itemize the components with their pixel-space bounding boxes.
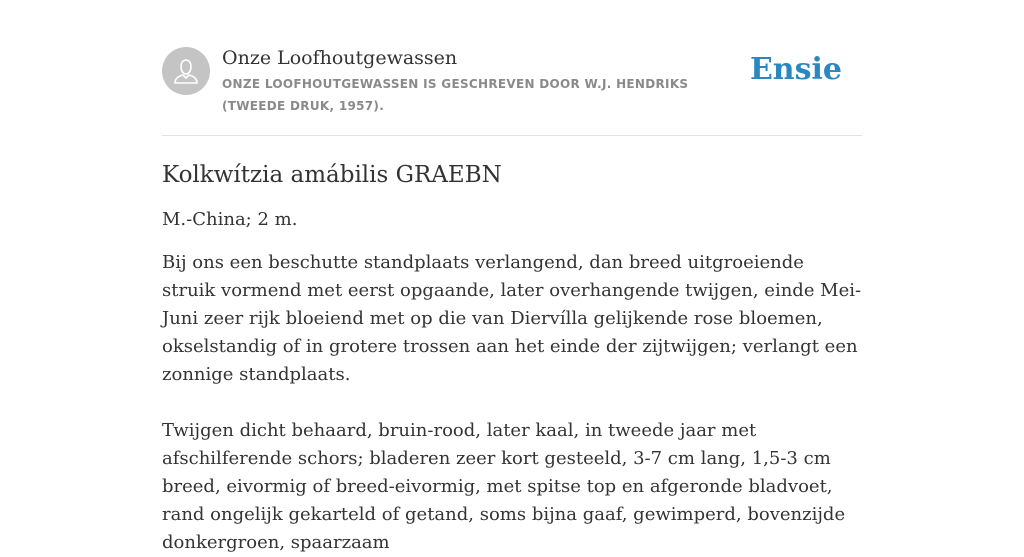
book-title[interactable]: Onze Loofhoutgewassen [222,47,458,69]
entry-paragraph: Twijgen dicht behaard, bruin-rood, later kaal, in tweede jaar met afschilferende schors; bladeren zeer kort gesteeld, 3-7 cm lang, 1,5-3 cm breed, eivormig of breed-eivormig, met spitse top en afgeronde bladvoet, rand ongelijk gekarteld of getand, soms bijna gaaf, gewimperd, bovenzijde donkergroen, spaarzaam [162,420,846,553]
header-divider [162,135,862,136]
avatar[interactable] [162,47,210,95]
entry-paragraph: Bij ons een beschutte standplaats verlangend, dan breed uitgroeiende struik vormend met eerst opgaande, later overhangende twijgen, einde Mei-Juni zeer rijk bloeiend met op die van Diervílla gelijkende rose bloemen, okselstandig of in grotere trossen aan het einde der zijtwijgen; verlangt een zonnige standplaats. [162,252,862,385]
book-header [162,44,862,118]
entry-title: Kolkwítzia amábilis GRAEBN [162,162,502,188]
book-description: ONZE LOOFHOUTGEWASSEN IS GESCHREVEN DOOR W.J. HENDRIKS (TWEEDE DRUK, 1957). [222,77,689,113]
ensie-logo-link[interactable]: Ensie [749,52,842,87]
entry-origin: M.-China; 2 m. [162,209,298,230]
entry-content [162,155,862,557]
user-icon [162,47,210,95]
